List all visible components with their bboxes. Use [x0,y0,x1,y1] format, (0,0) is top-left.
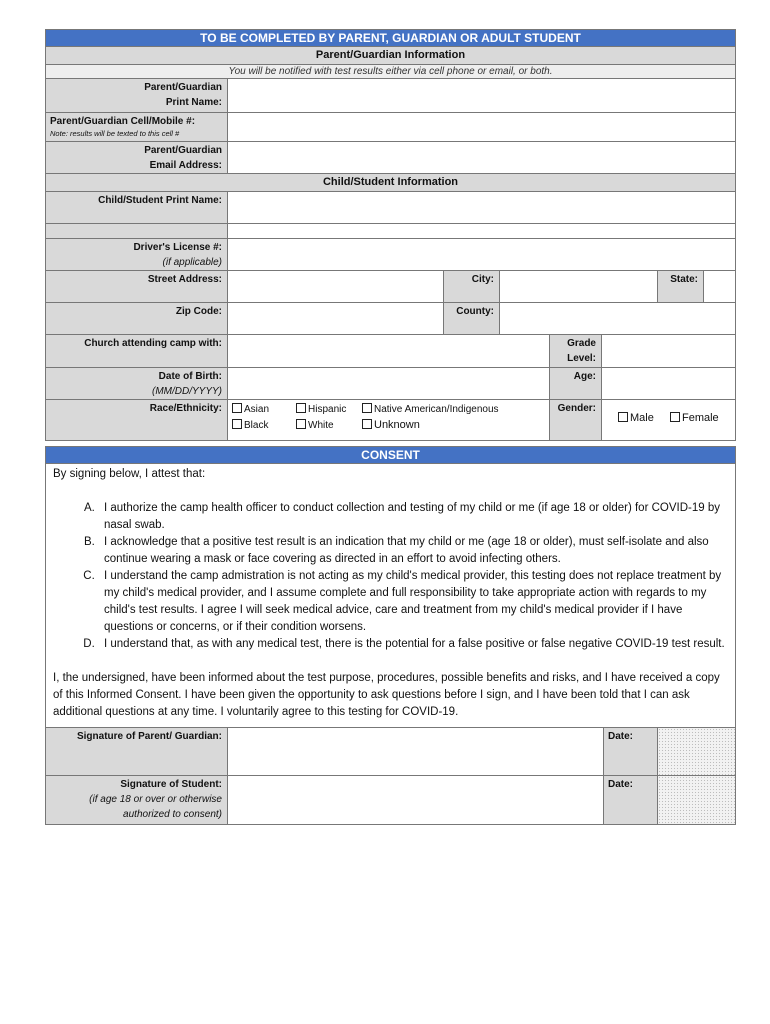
parent-email-label [46,142,228,173]
checkbox-icon[interactable] [296,419,306,429]
parent-name-label-line1: Parent/Guardian [144,82,222,93]
race-option-asian[interactable] [232,403,269,416]
age-field[interactable] [602,368,735,399]
license-label [46,239,228,270]
license-note: (if applicable) [162,257,222,268]
student-signature-label [46,776,228,824]
church-field[interactable] [228,335,550,367]
student-signature-label-text: Signature of Student: [120,779,222,790]
city-field[interactable] [500,271,658,302]
parent-email-row [45,142,736,174]
checkbox-icon[interactable] [618,412,628,422]
parent-signature-row [45,727,736,776]
city-label: City: [444,271,500,302]
gender-option-male-label: Male [630,412,654,424]
race-option-hispanic-label: Hispanic [308,404,347,415]
race-option-black-label: Black [244,420,269,431]
grade-label-line2: Level: [567,353,596,364]
child-name-field[interactable] [228,192,735,223]
parent-email-label-line2: Email Address: [149,160,222,171]
parent-name-label-line2: Print Name: [165,97,222,108]
parent-cell-label-text: Parent/Guardian Cell/Mobile #: [50,116,196,127]
notification-notice: You will be notified with test results either via cell phone or email, or both. [45,65,736,79]
license-label-text: Driver's License #: [133,242,222,253]
parent-signature-field[interactable] [228,728,604,775]
gender-option-female[interactable] [670,412,719,424]
student-date-label: Date: [604,776,658,824]
race-option-native[interactable] [362,403,499,416]
county-field[interactable] [500,303,735,334]
parent-cell-note: Note: results will be texted to this cell # [50,129,180,138]
parent-cell-label [46,113,228,141]
church-row [45,335,736,368]
parent-date-field[interactable] [658,728,735,775]
race-option-unknown[interactable] [362,419,420,431]
gender-options [602,400,735,440]
grade-label [550,335,602,367]
address-row [45,271,736,303]
gender-option-female-label: Female [682,412,719,424]
street-label: Street Address: [46,271,228,302]
zip-label: Zip Code: [46,303,228,334]
consent-intro: By signing below, I attest that: [53,468,206,480]
race-option-unknown-label: Unknown [374,419,420,431]
consent-item-c: C. I understand the camp admistration is not acting as my child's medical provider, this testing does not replace treatment by my child's medical provider, and I assume complete and full responsibility to take appropriate action with regards to my child's test results. I agree I will seek medical advice, care and treatment from my child's medical provider if I have questions or concerns, or if their condition worsens. [98,568,729,636]
student-signature-row [45,776,736,825]
checkbox-icon[interactable] [362,403,372,413]
child-section-header: Child/Student Information [45,174,736,192]
race-option-native-label: Native American/Indigenous [374,404,499,415]
grade-label-line1: Grade [567,338,596,349]
zip-field[interactable] [228,303,444,334]
county-label: County: [444,303,500,334]
parent-name-label [46,79,228,112]
consent-header: CONSENT [45,446,736,464]
age-label: Age: [550,368,602,399]
checkbox-icon[interactable] [232,419,242,429]
parent-name-row [45,79,736,113]
consent-form [45,29,736,825]
checkbox-icon[interactable] [362,419,372,429]
race-option-white[interactable] [296,419,334,432]
state-field[interactable] [704,271,735,302]
consent-item-a: A. I authorize the camp health officer to conduct collection and testing of my child or me (if age 18 or older) for COVID-19 by nasal swab. [98,500,729,534]
parent-cell-field[interactable] [228,113,735,141]
grade-field[interactable] [602,335,735,367]
consent-list [53,500,729,653]
student-signature-note-1: (if age 18 or over or otherwise [89,794,222,805]
license-row [45,239,736,271]
gender-option-male[interactable] [618,412,654,424]
parent-cell-row [45,113,736,142]
parent-section-header: Parent/Guardian Information [45,47,736,65]
parent-date-label: Date: [604,728,658,775]
student-signature-note-2: authorized to consent) [123,809,222,820]
consent-body [45,464,736,727]
parent-email-field[interactable] [228,142,735,173]
student-signature-field[interactable] [228,776,604,824]
child-spacer-label [46,224,228,238]
race-option-black[interactable] [232,419,268,432]
child-spacer-field[interactable] [228,224,735,238]
street-field[interactable] [228,271,444,302]
parent-email-label-line1: Parent/Guardian [144,145,222,156]
consent-closing: I, the undersigned, have been informed about the test purpose, procedures, possible benefits and risks, and I have received a copy of this Informed Consent. I have been given the opportunity to ask questions before I sign, and I have been told that I can ask additional questions at any time. I voluntarily agree to this testing for COVID-19. [53,672,720,718]
student-date-field[interactable] [658,776,735,824]
checkbox-icon[interactable] [296,403,306,413]
race-option-white-label: White [308,420,334,431]
dob-label [46,368,228,399]
form-title: TO BE COMPLETED BY PARENT, GUARDIAN OR ADULT STUDENT [45,29,736,47]
child-spacer-row [45,224,736,239]
church-label: Church attending camp with: [46,335,228,367]
dob-row [45,368,736,400]
license-field[interactable] [228,239,735,270]
race-label: Race/Ethnicity: [46,400,228,440]
gender-label: Gender: [550,400,602,440]
parent-signature-label: Signature of Parent/ Guardian: [46,728,228,775]
dob-format: (MM/DD/YYYY) [152,386,222,397]
checkbox-icon[interactable] [232,403,242,413]
state-label: State: [658,271,704,302]
consent-item-d: D. I understand that, as with any medical test, there is the potential for a false positive or false negative COVID-19 test result. [98,636,729,653]
consent-item-b: B. I acknowledge that a positive test result is an indication that my child or me (age 18 or older), must self-isolate and also continue wearing a mask or face covering as directed in an effort to avoid infecting others. [98,534,729,568]
zip-row [45,303,736,335]
parent-name-field[interactable] [228,79,735,112]
race-row [45,400,736,441]
dob-label-text: Date of Birth: [158,371,222,382]
race-options [228,400,550,440]
checkbox-icon[interactable] [670,412,680,422]
child-name-row [45,192,736,224]
child-name-label: Child/Student Print Name: [46,192,228,223]
race-option-asian-label: Asian [244,404,270,415]
dob-field[interactable] [228,368,550,399]
race-option-hispanic[interactable] [296,403,346,416]
